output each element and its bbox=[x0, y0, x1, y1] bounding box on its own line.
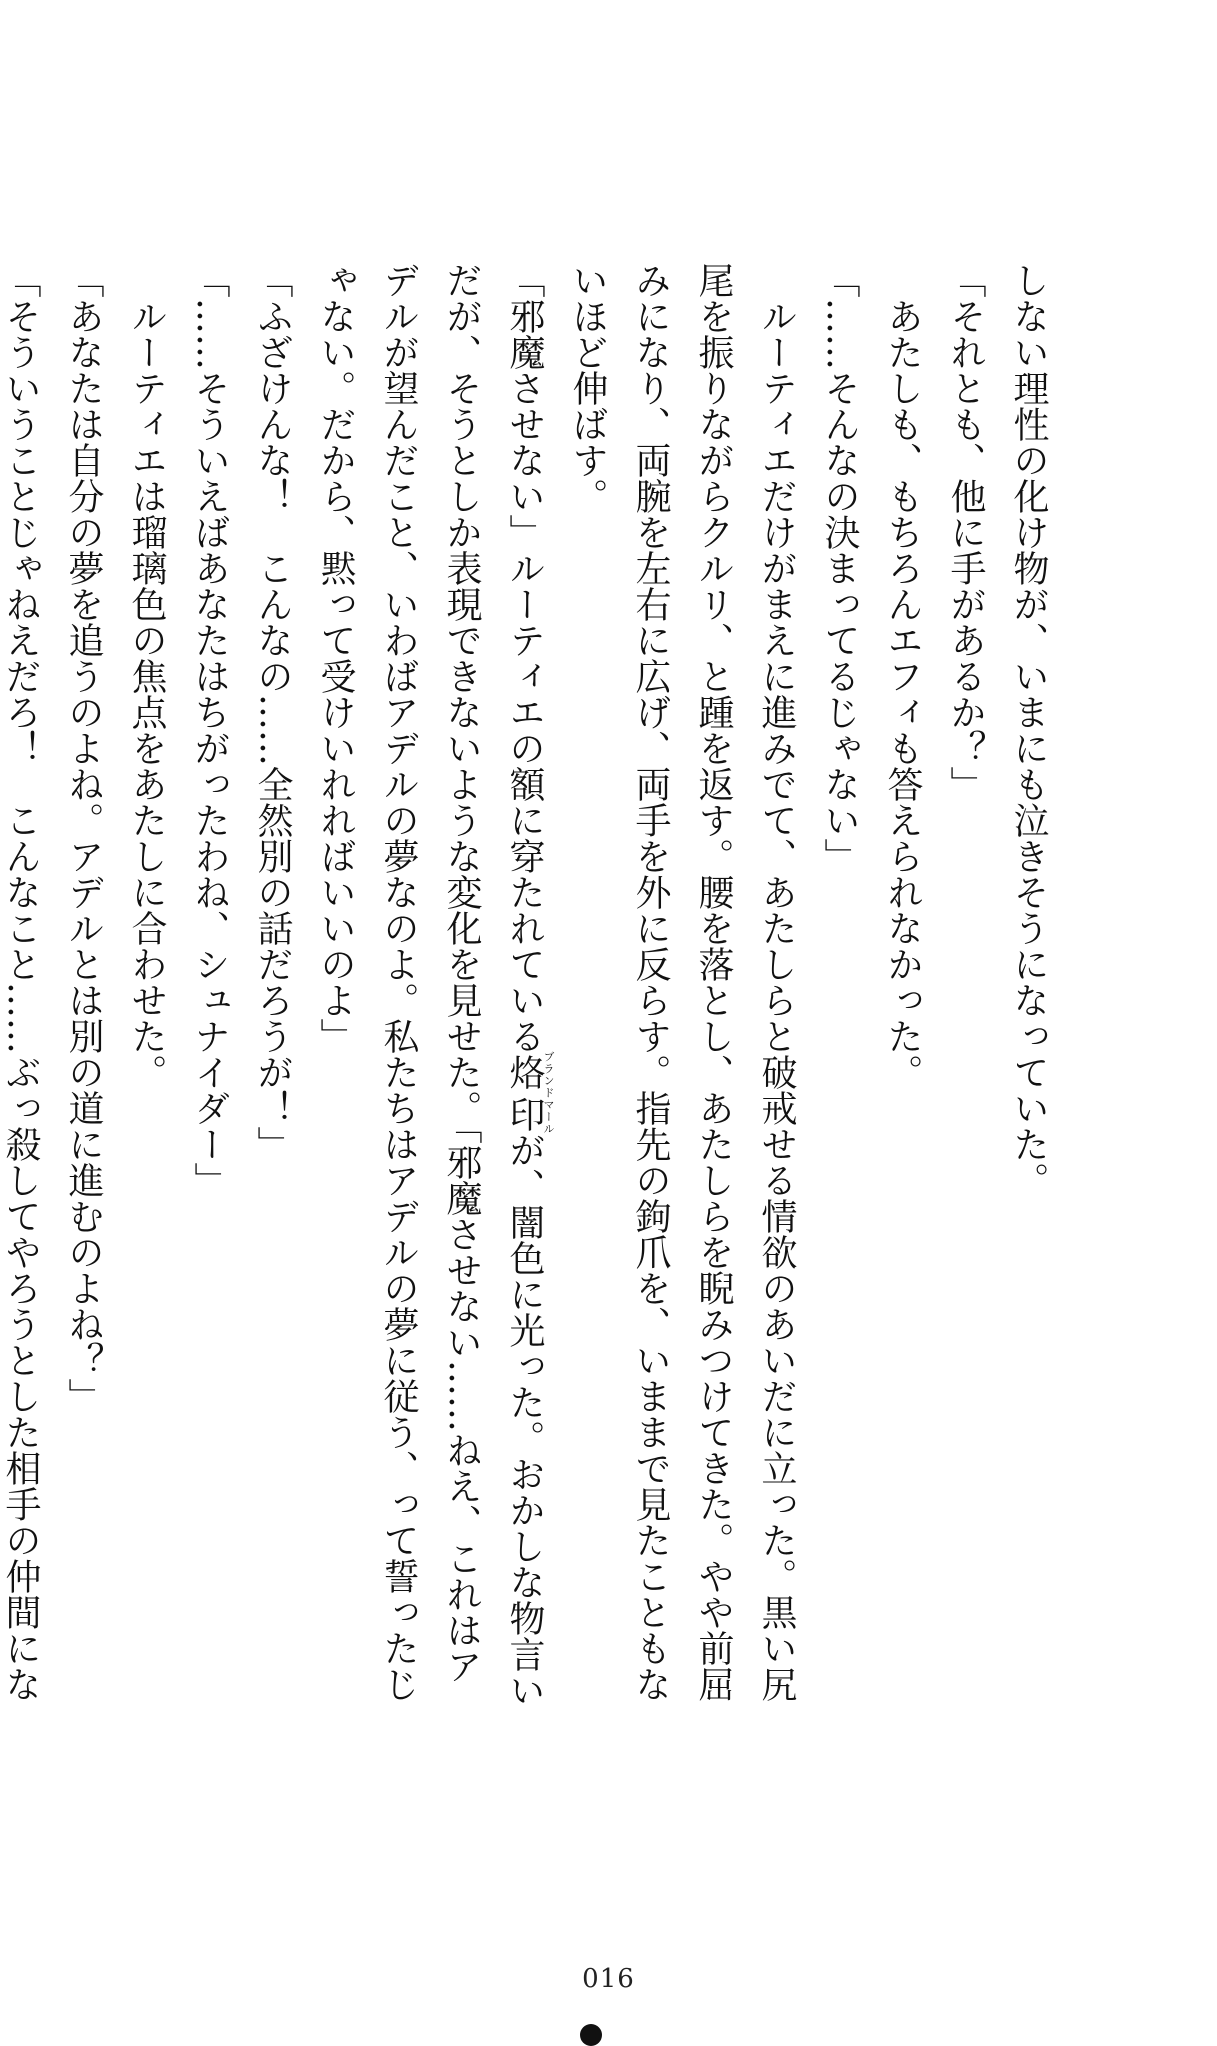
text-line: ゃない。だから、黙って受けいれればいいのよ」 bbox=[315, 262, 356, 1054]
text-line: しない理性の化け物が、いまにも泣きそうになっていた。 bbox=[1008, 262, 1049, 1198]
page-marker-dot bbox=[580, 2024, 602, 2046]
text-line: 「あなたは自分の夢を追うのよね。アデルとは別の道に進むのよね？」 bbox=[63, 262, 104, 1414]
text-line-with-ruby bbox=[493, 262, 556, 1708]
vertical-text-body bbox=[0, 262, 1060, 1708]
text-line: いほど伸ばす。 bbox=[567, 262, 608, 514]
text-line: 「……そんなの決まってるじゃない」 bbox=[819, 262, 860, 874]
text-segment: が、闇色に光った。おかしな物言い bbox=[504, 1132, 545, 1708]
page-number: 016 bbox=[582, 1964, 635, 1994]
text-line: ルーティエだけがまえに進みでて、あたしらと破戒せる情欲のあいだに立った。黒い尻 bbox=[756, 298, 797, 1702]
ruby-annotation bbox=[504, 1051, 555, 1135]
text-line: 「……そういえばあなたはちがったわね、シュナイダー」 bbox=[189, 262, 230, 1198]
ruby-reading: ブランドマール bbox=[542, 1051, 555, 1135]
text-line: ルーティエは瑠璃色の焦点をあたしに合わせた。 bbox=[126, 298, 167, 1090]
text-line: みになり、両腕を左右に広げ、両手を外に反らす。指先の鉤爪を、いままで見たこともな bbox=[630, 262, 671, 1702]
text-line: 「そういうことじゃねえだろ！ こんなこと……ぶっ殺してやろうとした相手の仲間にな bbox=[0, 262, 41, 1702]
text-line: 「それとも、他に手があるか？」 bbox=[945, 262, 986, 802]
text-line: 尾を振りながらクルリ、と踵を返す。腰を落とし、あたしらを睨みつけてきた。やや前屈 bbox=[693, 262, 734, 1702]
text-line: デルが望んだこと、いわばアデルの夢なのよ。私たちはアデルの夢に従う、って誓ったじ bbox=[378, 262, 419, 1702]
text-line: 「ふざけんな！ こんなの……全然別の話だろうが！」 bbox=[252, 262, 293, 1162]
text-segment: 「邪魔させない」ルーティエの額に穿たれている bbox=[504, 262, 545, 1054]
ruby-base: 烙印 bbox=[504, 1051, 545, 1135]
text-line: あたしも、もちろんエフィも答えられなかった。 bbox=[882, 298, 923, 1090]
text-line: だが、そうとしか表現できないような変化を見せた。「邪魔させない……ねえ、これはア bbox=[441, 262, 482, 1684]
